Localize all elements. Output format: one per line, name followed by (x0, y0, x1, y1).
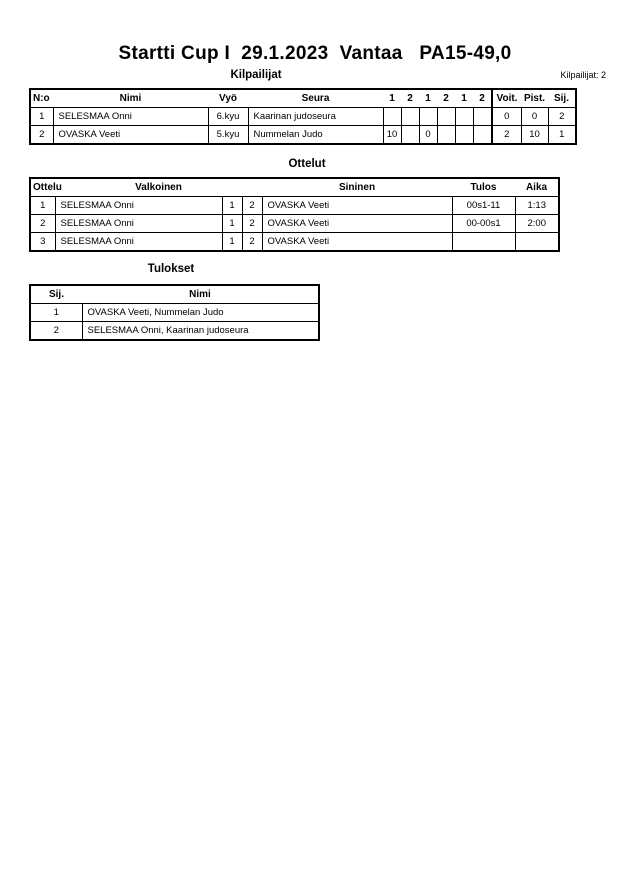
matches-table (29, 177, 560, 252)
cell-no: 2 (30, 126, 53, 145)
header-score-6: 2 (473, 89, 492, 108)
header-valkoinen: Valkoinen (55, 178, 262, 197)
header-score-5: 1 (455, 89, 473, 108)
cell-score (437, 108, 455, 126)
cell-white-name: SELESMAA Onni (55, 215, 222, 233)
document-title: Startti Cup I 29.1.2023 Vantaa PA15-49,0 (118, 43, 512, 64)
cell-score (419, 108, 437, 126)
cell-pist: 10 (521, 126, 548, 145)
cell-rank: 2 (30, 322, 82, 341)
cell-blue-number: 2 (242, 233, 262, 252)
header-ottelu: Ottelu (30, 178, 55, 197)
cell-competitor: OVASKA Veeti, Nummelan Judo (82, 304, 319, 322)
cell-sij: 2 (548, 108, 576, 126)
header-vyo: Vyö (208, 89, 248, 108)
header-sij: Sij. (30, 285, 82, 304)
cell-rank: 1 (30, 304, 82, 322)
cell-blue-name: OVASKA Veeti (262, 215, 452, 233)
results-table (29, 284, 320, 341)
cell-score (437, 126, 455, 145)
table-row (30, 233, 559, 252)
cell-nimi: SELESMAA Onni (53, 108, 208, 126)
cell-white-number: 1 (222, 233, 242, 252)
header-score-4: 2 (437, 89, 455, 108)
header-pist: Pist. (521, 89, 548, 108)
table-row (30, 108, 576, 126)
section-heading-ottelut: Ottelut (288, 158, 326, 170)
cell-blue-name: OVASKA Veeti (262, 233, 452, 252)
cell-vyo: 5.kyu (208, 126, 248, 145)
cell-match-number: 3 (30, 233, 55, 252)
cell-voit: 0 (492, 108, 521, 126)
header-aika: Aika (515, 178, 559, 197)
cell-result (452, 233, 515, 252)
header-sij: Sij. (548, 89, 576, 108)
cell-nimi: OVASKA Veeti (53, 126, 208, 145)
header-score-1: 1 (383, 89, 401, 108)
table-row (30, 215, 559, 233)
cell-seura: Nummelan Judo (248, 126, 383, 145)
header-nimi: Nimi (53, 89, 208, 108)
cell-blue-number: 2 (242, 215, 262, 233)
cell-competitor: SELESMAA Onni, Kaarinan judoseura (82, 322, 319, 341)
competitor-count-label: Kilpailijat: 2 (560, 70, 606, 80)
cell-score (455, 126, 473, 145)
cell-score: 0 (419, 126, 437, 145)
cell-result: 00-00s1 (452, 215, 515, 233)
cell-no: 1 (30, 108, 53, 126)
cell-time (515, 233, 559, 252)
cell-score: 10 (383, 126, 401, 145)
cell-time: 1:13 (515, 197, 559, 215)
cell-score (455, 108, 473, 126)
cell-blue-name: OVASKA Veeti (262, 197, 452, 215)
table-header-row (30, 285, 319, 304)
cell-match-number: 1 (30, 197, 55, 215)
competitors-table (29, 88, 577, 145)
cell-white-name: SELESMAA Onni (55, 197, 222, 215)
cell-seura: Kaarinan judoseura (248, 108, 383, 126)
cell-result: 00s1-11 (452, 197, 515, 215)
table-header-row (30, 178, 559, 197)
table-row (30, 322, 319, 341)
header-sininen: Sininen (262, 178, 452, 197)
cell-white-number: 1 (222, 215, 242, 233)
table-row (30, 197, 559, 215)
cell-pist: 0 (521, 108, 548, 126)
header-tulos: Tulos (452, 178, 515, 197)
header-no: N:o (30, 89, 53, 108)
header-voit: Voit. (492, 89, 521, 108)
cell-score (473, 108, 492, 126)
cell-score (401, 126, 419, 145)
cell-score (383, 108, 401, 126)
cell-sij: 1 (548, 126, 576, 145)
table-header-row (30, 89, 576, 108)
header-score-2: 2 (401, 89, 419, 108)
cell-white-name: SELESMAA Onni (55, 233, 222, 252)
header-score-3: 1 (419, 89, 437, 108)
table-row (30, 126, 576, 145)
cell-time: 2:00 (515, 215, 559, 233)
section-heading-tulokset: Tulokset (147, 263, 195, 275)
header-nimi: Nimi (82, 285, 319, 304)
cell-score (473, 126, 492, 145)
cell-voit: 2 (492, 126, 521, 145)
cell-vyo: 6.kyu (208, 108, 248, 126)
table-row (30, 304, 319, 322)
cell-white-number: 1 (222, 197, 242, 215)
cell-score (401, 108, 419, 126)
header-seura: Seura (248, 89, 383, 108)
cell-blue-number: 2 (242, 197, 262, 215)
section-heading-kilpailijat: Kilpailijat (230, 69, 282, 81)
cell-match-number: 2 (30, 215, 55, 233)
